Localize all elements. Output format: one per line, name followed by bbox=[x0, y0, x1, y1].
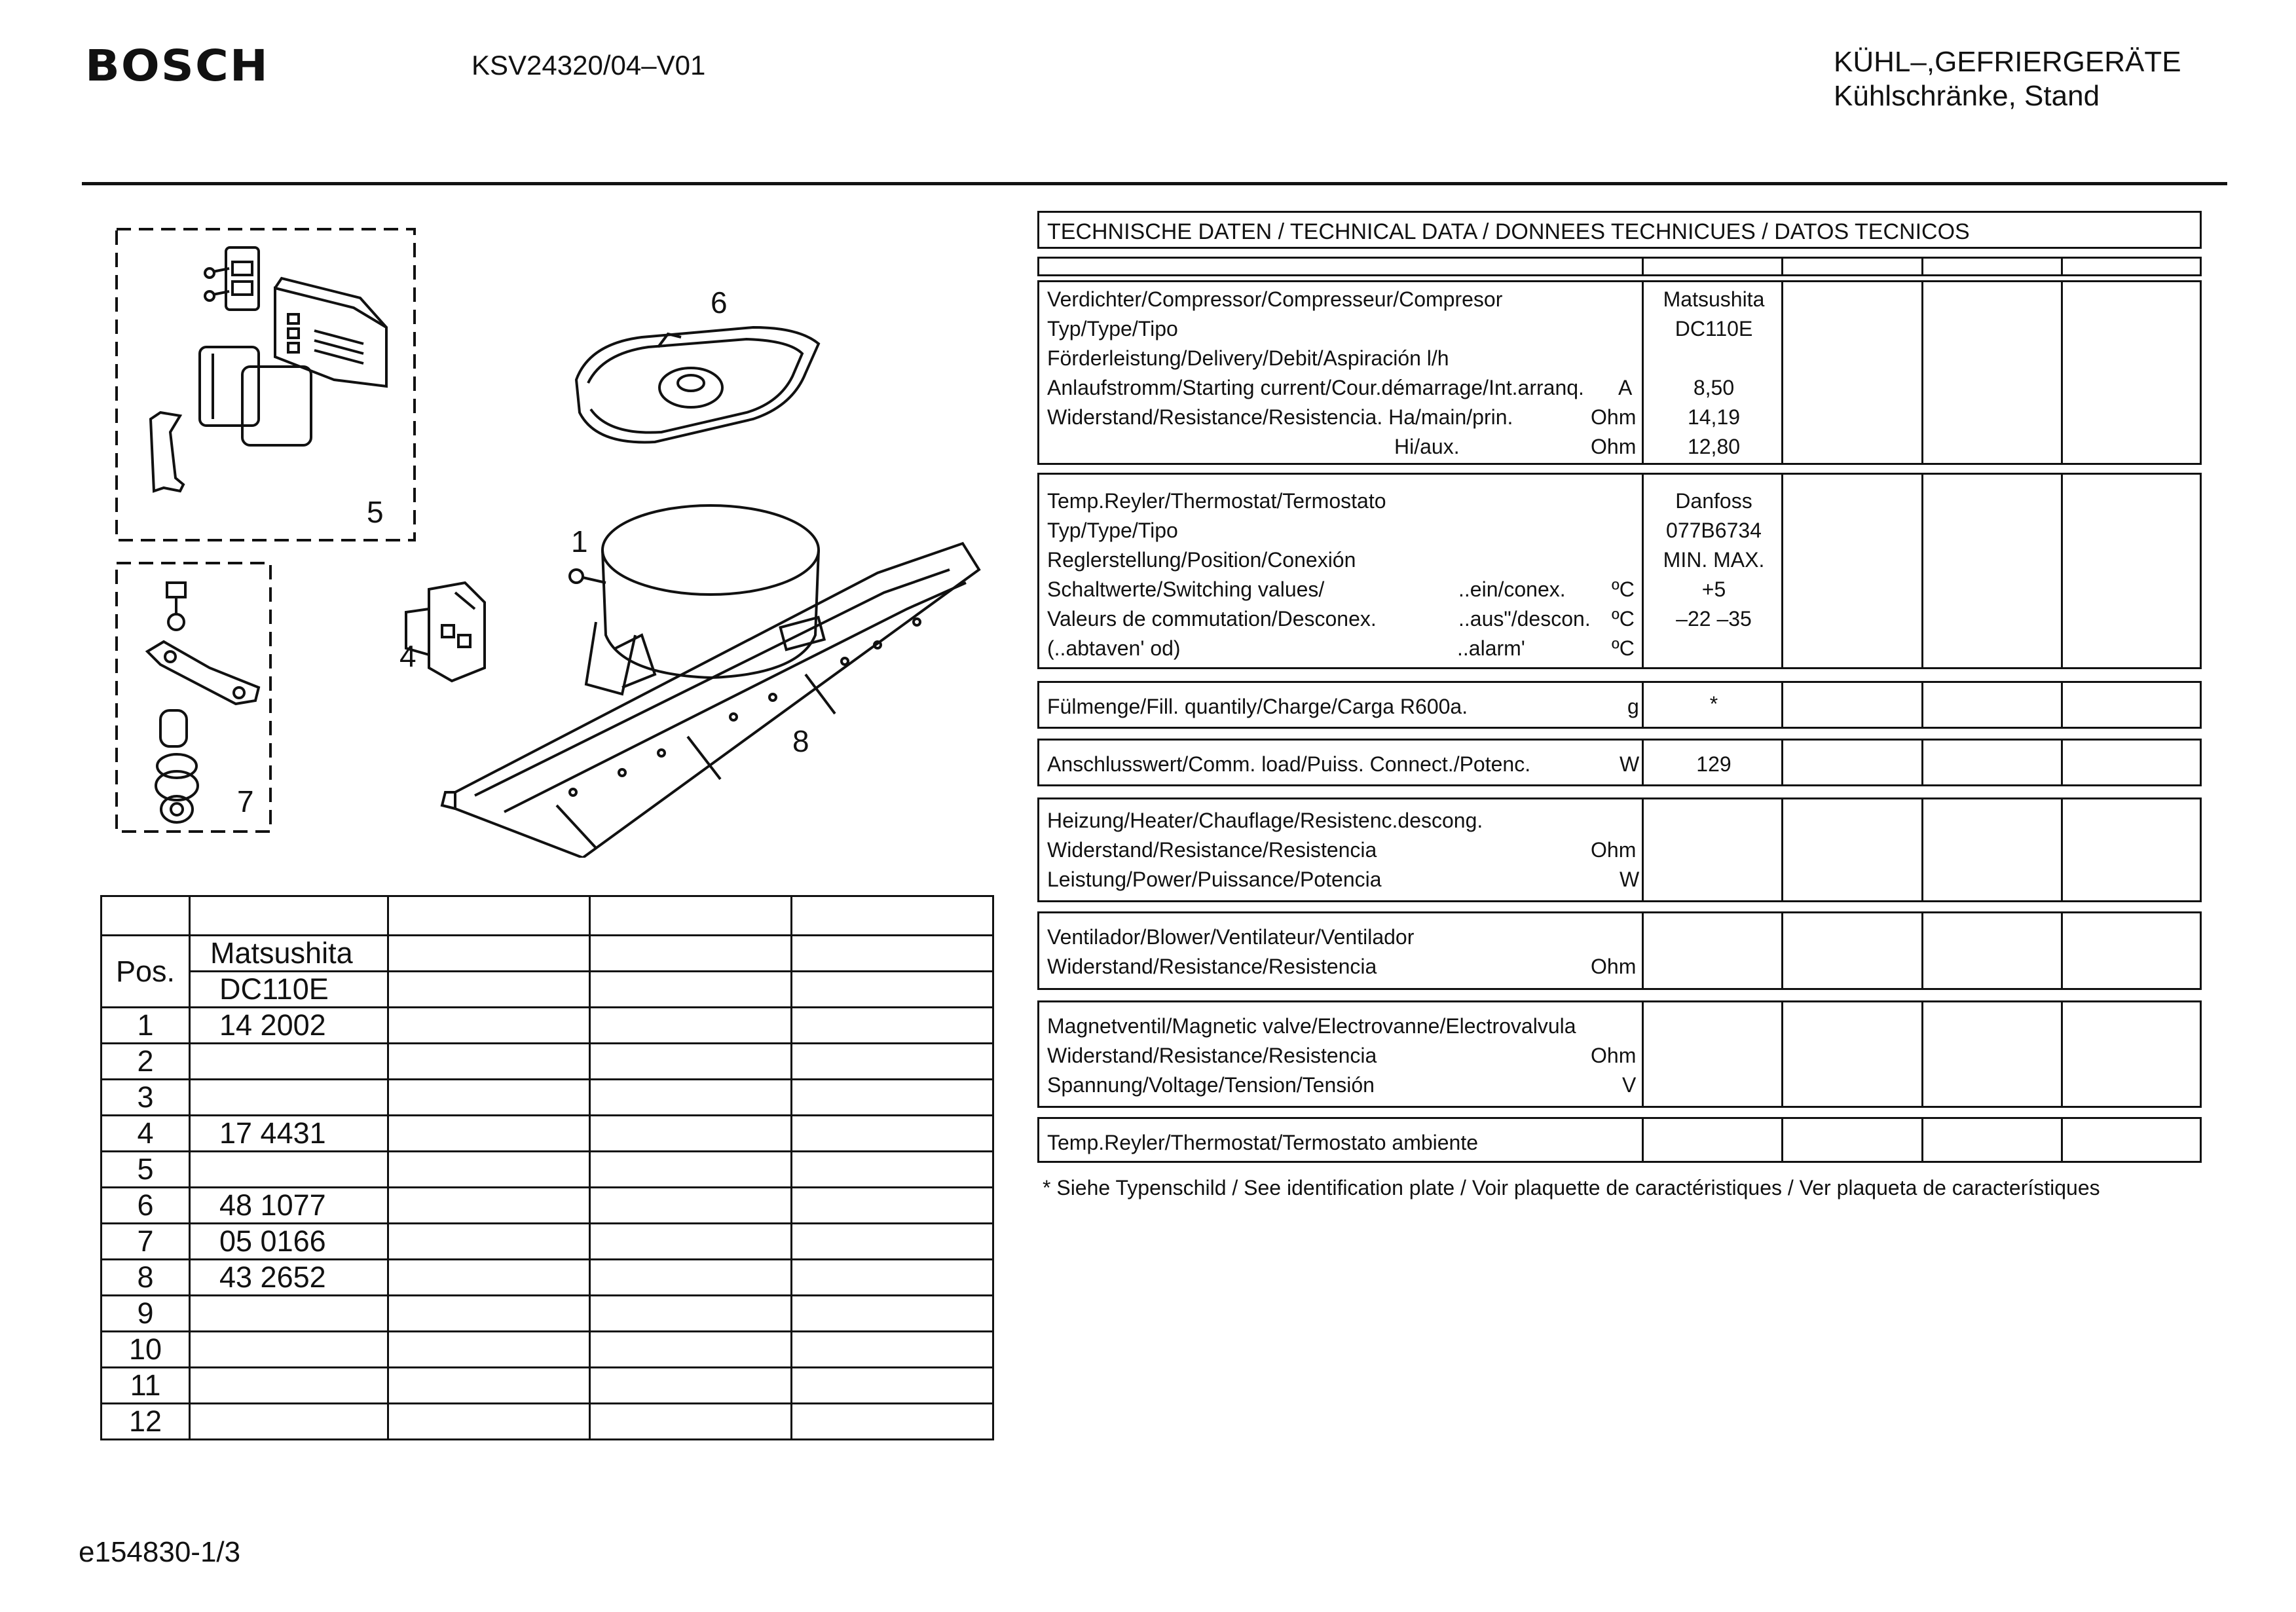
tech-title-box bbox=[1037, 211, 2202, 249]
delivery-label: Förderleistung/Delivery/Debit/Aspiración l/h bbox=[1047, 346, 1449, 370]
empty-cell bbox=[792, 1368, 993, 1404]
empty-cell bbox=[590, 1044, 792, 1080]
heater-power-label: Leistung/Power/Puissance/Potencia bbox=[1047, 868, 1382, 891]
pos-number: 3 bbox=[102, 1080, 190, 1116]
category-title: KÜHL–,GEFRIERGERÄTE bbox=[1834, 46, 2181, 78]
pos-number: 12 bbox=[102, 1404, 190, 1440]
empty-cell bbox=[792, 1260, 993, 1296]
empty-cell bbox=[792, 1044, 993, 1080]
connected-load-label: Anschlusswert/Comm. load/Puiss. Connect./Potenc. bbox=[1047, 752, 1531, 776]
table-row bbox=[102, 1332, 993, 1368]
fill-quantity-value: * bbox=[1709, 692, 1718, 716]
part-number: 14 2002 bbox=[190, 1008, 388, 1044]
pos-number: 4 bbox=[102, 1116, 190, 1152]
drip-tray-drawing bbox=[576, 327, 819, 442]
brand-logo: BOSCH bbox=[85, 41, 270, 91]
callout-1: 1 bbox=[571, 524, 588, 559]
header-divider bbox=[82, 182, 2227, 185]
main-resistance-label: Widerstand/Resistance/Resistencia. Ha/main/prin. bbox=[1047, 405, 1513, 429]
empty-cell bbox=[792, 1332, 993, 1368]
compressor-value: Matsushita bbox=[1663, 287, 1765, 311]
callout-5: 5 bbox=[367, 495, 384, 529]
main-resistance-value: 14,19 bbox=[1687, 405, 1741, 429]
empty-cell bbox=[388, 1080, 590, 1116]
empty-cell bbox=[388, 1152, 590, 1188]
table-row bbox=[102, 1188, 993, 1224]
empty-cell bbox=[792, 1008, 993, 1044]
empty-cell bbox=[388, 1296, 590, 1332]
exploded-parts-diagram bbox=[98, 216, 1015, 858]
compressor-type-value: DC110E bbox=[1675, 317, 1753, 340]
empty-cell bbox=[388, 1116, 590, 1152]
empty-cell bbox=[792, 1188, 993, 1224]
position-value: MIN. MAX. bbox=[1663, 548, 1765, 572]
relay-parts-drawing bbox=[151, 247, 386, 491]
aux-resistance-value: 12,80 bbox=[1687, 435, 1741, 458]
empty-cell bbox=[590, 1224, 792, 1260]
empty-cell bbox=[590, 1296, 792, 1332]
compressor-type-label: Typ/Type/Tipo bbox=[1047, 317, 1178, 340]
model-number: KSV24320/04–V01 bbox=[472, 50, 706, 81]
unit-celsius-3: ºC bbox=[1612, 636, 1635, 660]
empty-cell bbox=[590, 1260, 792, 1296]
table-row bbox=[102, 1044, 993, 1080]
unit-celsius-2: ºC bbox=[1612, 607, 1635, 631]
table-row bbox=[102, 1404, 993, 1440]
pos-header: Pos. bbox=[102, 936, 190, 1008]
thermostat-type-value: 077B6734 bbox=[1666, 519, 1762, 542]
empty-cell bbox=[792, 1116, 993, 1152]
empty-cell bbox=[590, 1332, 792, 1368]
valve-voltage-label: Spannung/Voltage/Tension/Tensión bbox=[1047, 1073, 1375, 1097]
pos-number: 2 bbox=[102, 1044, 190, 1080]
valve-unit-volt: V bbox=[1622, 1073, 1637, 1097]
model-header: DC110E bbox=[190, 972, 388, 1008]
callout-6: 6 bbox=[711, 285, 728, 320]
heater-resistance-label: Widerstand/Resistance/Resistencia bbox=[1047, 838, 1377, 862]
pos-number: 6 bbox=[102, 1188, 190, 1224]
part-number bbox=[190, 1152, 388, 1188]
category-subtitle: Kühlschränke, Stand bbox=[1834, 80, 2100, 112]
blower-section bbox=[1037, 911, 2202, 990]
callout-8: 8 bbox=[792, 724, 809, 758]
part-number: 48 1077 bbox=[190, 1188, 388, 1224]
empty-cell bbox=[792, 1296, 993, 1332]
part-number bbox=[190, 1332, 388, 1368]
heater-label: Heizung/Heater/Chauflage/Resistenc.descong. bbox=[1047, 809, 1483, 832]
heater-unit-watt: W bbox=[1620, 868, 1640, 891]
tech-column-header bbox=[1037, 257, 2202, 276]
valve-label: Magnetventil/Magnetic valve/Electrovanne/Electrovalvula bbox=[1047, 1014, 1576, 1038]
unit-celsius-1: ºC bbox=[1612, 577, 1635, 601]
compressor-label: Verdichter/Compressor/Compresseur/Compresor bbox=[1047, 287, 1503, 311]
table-row bbox=[102, 1080, 993, 1116]
starting-current-label: Anlaufstromm/Starting current/Cour.démarrage/Int.arranq. bbox=[1047, 376, 1584, 399]
table-row bbox=[102, 1260, 993, 1296]
part-number: 17 4431 bbox=[190, 1116, 388, 1152]
part-number bbox=[190, 1296, 388, 1332]
pos-number: 8 bbox=[102, 1260, 190, 1296]
ambient-thermostat-row bbox=[1037, 1117, 2202, 1163]
aux-resistance-label: Hi/aux. bbox=[1394, 435, 1460, 458]
empty-cell bbox=[388, 1260, 590, 1296]
unit-gram: g bbox=[1627, 695, 1639, 718]
empty-cell bbox=[590, 1116, 792, 1152]
pos-number: 5 bbox=[102, 1152, 190, 1188]
empty-cell bbox=[388, 1044, 590, 1080]
blower-label: Ventilador/Blower/Ventilateur/Ventilador bbox=[1047, 925, 1415, 949]
defrost-label: (..abtaven' od) bbox=[1047, 636, 1181, 660]
valve-resistance-label: Widerstand/Resistance/Resistencia bbox=[1047, 1044, 1377, 1067]
empty-cell bbox=[388, 1008, 590, 1044]
ambient-thermostat-label: Temp.Reyler/Thermostat/Termostato ambiente bbox=[1047, 1131, 1479, 1154]
compressor-section bbox=[1037, 280, 2202, 465]
document-id: e154830-1/3 bbox=[79, 1536, 241, 1568]
empty-cell bbox=[590, 1368, 792, 1404]
switching-values-label: Schaltwerte/Switching values/ bbox=[1047, 577, 1325, 601]
ein-value: +5 bbox=[1701, 577, 1726, 601]
aus-descon-label: ..aus"/descon. bbox=[1458, 607, 1591, 631]
part-number bbox=[190, 1404, 388, 1440]
part-number bbox=[190, 1080, 388, 1116]
callout-7: 7 bbox=[237, 784, 254, 818]
heater-unit-ohm: Ohm bbox=[1591, 838, 1637, 862]
part-number: 05 0166 bbox=[190, 1224, 388, 1260]
fill-quantity-row bbox=[1037, 681, 2202, 729]
heater-section bbox=[1037, 797, 2202, 902]
blower-unit-ohm: Ohm bbox=[1591, 955, 1637, 978]
starting-current-value: 8,50 bbox=[1693, 376, 1735, 399]
valve-section bbox=[1037, 1000, 2202, 1108]
empty-cell bbox=[388, 1188, 590, 1224]
unit-ohm-main: Ohm bbox=[1591, 405, 1637, 429]
valve-unit-ohm: Ohm bbox=[1591, 1044, 1637, 1067]
parts-table bbox=[100, 895, 994, 1440]
empty-cell bbox=[388, 1332, 590, 1368]
table-row bbox=[102, 1296, 993, 1332]
part-number: 43 2652 bbox=[190, 1260, 388, 1296]
pos-number: 9 bbox=[102, 1296, 190, 1332]
fill-quantity-label: Fülmenge/Fill. quantily/Charge/Carga R600a. bbox=[1047, 695, 1468, 718]
part-number bbox=[190, 1368, 388, 1404]
table-row bbox=[102, 1152, 993, 1188]
thermostat-type-label: Typ/Type/Tipo bbox=[1047, 519, 1178, 542]
connected-load-value: 129 bbox=[1696, 752, 1731, 776]
thermostat-part-drawing bbox=[406, 583, 485, 681]
empty-cell bbox=[590, 1080, 792, 1116]
empty-cell bbox=[590, 1188, 792, 1224]
parts-table-body bbox=[102, 1008, 993, 1440]
empty-cell bbox=[590, 1404, 792, 1440]
unit-amp: A bbox=[1618, 376, 1633, 399]
callout-4: 4 bbox=[399, 639, 417, 673]
pos-number: 10 bbox=[102, 1332, 190, 1368]
table-row bbox=[102, 1008, 993, 1044]
empty-cell bbox=[792, 1080, 993, 1116]
thermostat-section bbox=[1037, 473, 2202, 669]
manufacturer-header: Matsushita bbox=[190, 936, 388, 972]
tech-title: TECHNISCHE DATEN / TECHNICAL DATA / DONNEES TECHNICUES / DATOS TECNICOS bbox=[1047, 219, 1970, 244]
table-row bbox=[102, 1368, 993, 1404]
empty-cell bbox=[792, 1404, 993, 1440]
blower-resistance-label: Widerstand/Resistance/Resistencia bbox=[1047, 955, 1377, 978]
footnote: * Siehe Typenschild / See identification plate / Voir plaquette de caractéristiques / Ver plaqueta de característiques bbox=[1043, 1176, 2100, 1200]
thermostat-value: Danfoss bbox=[1675, 489, 1752, 513]
part-number bbox=[190, 1044, 388, 1080]
pos-number: 11 bbox=[102, 1368, 190, 1404]
empty-cell bbox=[792, 1152, 993, 1188]
ein-conex-label: ..ein/conex. bbox=[1458, 577, 1566, 601]
empty-cell bbox=[388, 1404, 590, 1440]
table-row bbox=[102, 1116, 993, 1152]
empty-cell bbox=[590, 1152, 792, 1188]
commutation-label: Valeurs de commutation/Desconex. bbox=[1047, 607, 1377, 631]
base-frame-drawing bbox=[442, 543, 979, 858]
empty-cell bbox=[388, 1224, 590, 1260]
table-row bbox=[102, 1224, 993, 1260]
connected-load-row bbox=[1037, 739, 2202, 786]
pos-number: 1 bbox=[102, 1008, 190, 1044]
alarm-label: ..alarm' bbox=[1457, 636, 1525, 660]
position-label: Reglerstellung/Position/Conexión bbox=[1047, 548, 1356, 572]
empty-cell bbox=[590, 1008, 792, 1044]
thermostat-label: Temp.Reyler/Thermostat/Termostato bbox=[1047, 489, 1386, 513]
empty-cell bbox=[388, 1368, 590, 1404]
unit-watt: W bbox=[1620, 752, 1640, 776]
pos-number: 7 bbox=[102, 1224, 190, 1260]
unit-ohm-aux: Ohm bbox=[1591, 435, 1637, 458]
empty-cell bbox=[792, 1224, 993, 1260]
aus-value: –22 –35 bbox=[1676, 607, 1752, 631]
